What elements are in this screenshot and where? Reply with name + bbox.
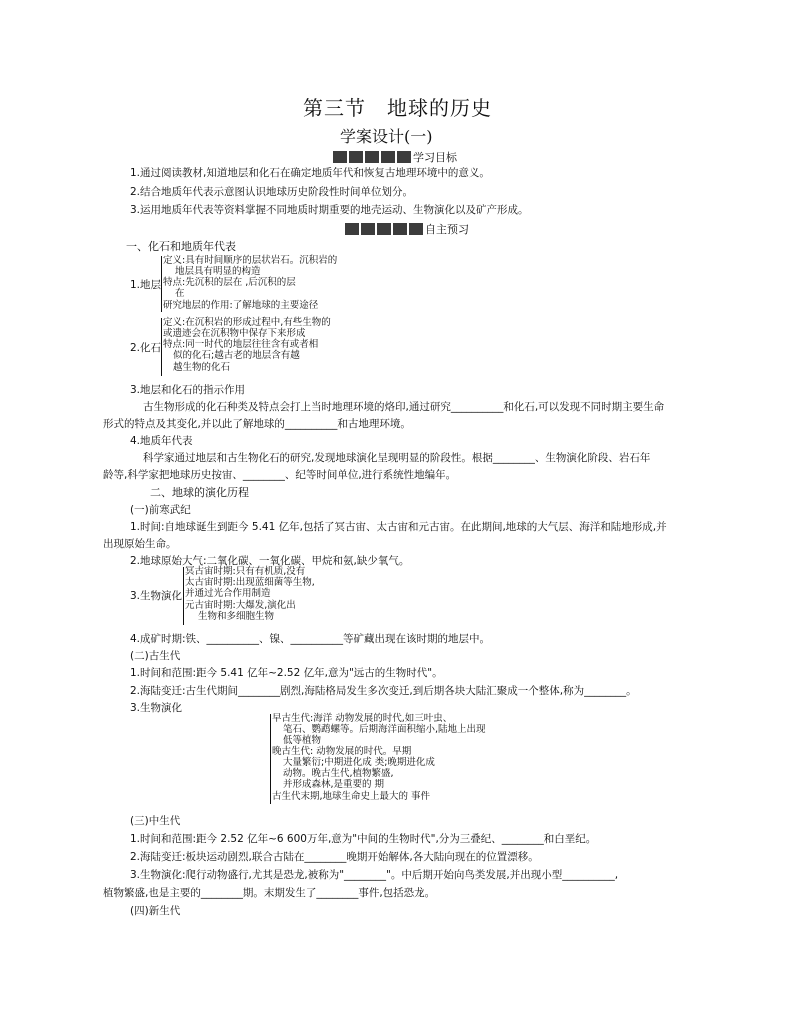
brace-line [270,714,271,804]
stratum-line: 地层具有明显的构造 [175,266,261,277]
bio-line: 低等植物 [283,735,322,746]
part-heading: 二、地球的演化历程 [150,486,249,499]
section-banner-preview [345,221,469,237]
era-heading: (一)前寒武纪 [130,504,191,516]
era-heading: (四)新生代 [130,905,181,917]
bio-line: 笔石、鹦鹉螺等。后期海洋面积缩小,陆地上出现 [283,724,486,735]
stratum-line: 特点:先沉积的层在 ,后沉积的层 [163,277,296,288]
fossil-line: 或遗迹会在沉积物中保存下来形成 [163,328,306,339]
bio-line: 生物和多细胞生物 [198,611,275,622]
section-banner-label: 自主预习 [425,223,469,236]
stratum-line: 在 [175,288,185,299]
bio-line: 并通过光合作用制造 [185,588,271,599]
bio-label: 3.生物演化 [130,590,183,602]
fossil-line: 特点:同一时代的地层往往含有或者相 [163,339,319,350]
stratum-line: 定义:具有时间顺序的层状岩石。沉积岩的 [163,255,338,266]
bio-line: 大量繁衍;中期进化成 类;晚期进化成 [283,757,435,768]
stratum-label: 1.地层 [130,279,162,291]
paragraph-line: 植物繁盛,也是主要的________期。末期发生了________事件,包括恐龙。 [103,887,436,899]
brace-line [161,256,162,312]
goal-item: 3.运用地质年代表等资料掌握不同地质时期重要的地壳运动、生物演化以及矿产形成。 [130,204,529,216]
page-title: 第三节 地球的历史 [303,96,492,120]
item-heading: 3.地层和化石的指示作用 [130,384,246,396]
stratum-line: 研究地层的作用:了解地球的主要途径 [163,300,319,311]
paragraph-line: 2.海陆变迁:古生代期间________剧烈,海陆格局发生多次变迁,到后期各块大陆汇聚成一个整体,称为________。 [130,685,637,697]
bio-line: 元古宙时期:大爆发,演化出 [185,600,296,611]
paragraph-line: 1.时间和范围:距今 2.52 亿年~6 600万年,意为"中间的生物时代",分为三叠纪、________和白垩纪。 [130,833,597,845]
bio-line: 太古宙时期:出现蓝细菌等生物, [185,577,315,588]
paragraph-line: 科学家通过地层和古生物化石的研究,发现地球演化呈现明显的阶段性。根据________、生物演化阶段、岩石年 [143,452,651,464]
paragraph-line: 1.时间:自地球诞生到距今 5.41 亿年,包括了冥古宙、太古宙和元古宙。在此期间,地球的大气层、海洋和陆地形成,并 [130,521,667,533]
era-heading: (三)中生代 [130,815,181,827]
era-heading: (二)古生代 [130,650,181,662]
section-banner-goals [333,149,457,165]
paragraph-line: 2.海陆变迁:板块运动剧烈,联合古陆在________晚期开始解体,各大陆向现在的位置漂移。 [130,851,539,863]
bio-line: 晚古生代: 动物发展的时代。早期 [272,746,412,757]
bio-line: 古生代末期,地球生命史上最大的 事件 [272,791,431,802]
brace-line [183,567,184,625]
paragraph-line: 1.时间和范围:距今 5.41 亿年~2.52 亿年,意为"远古的生物时代"。 [130,667,443,679]
paragraph-line: 2.地球原始大气:二氧化碳、一氧化碳、甲烷和氨,缺少氧气。 [130,555,410,567]
paragraph-line: 古生物形成的化石种类及特点会打上当时地理环境的烙印,通过研究__________和化石,可以发现不同时期主要生命 [143,401,665,413]
fossil-label: 2.化石 [130,342,162,354]
goal-item: 2.结合地质年代表示意图认识地球历史阶段性时间单位划分。 [130,186,414,198]
paragraph-line: 形式的特点及其变化,并以此了解地球的__________和古地理环境。 [103,418,411,430]
section-banner-label: 学习目标 [413,151,457,164]
bio-line: 动物。晚古生代,植物繁盛, [283,768,394,779]
fossil-line: 似的化石;越古老的地层含有越 [173,350,300,361]
paragraph-line: 龄等,科学家把地球历史按宙、________、纪等时间单位,进行系统性地编年。 [103,469,457,481]
page-subtitle: 学案设计(一) [340,127,433,146]
fossil-line: 越生物的化石 [173,362,231,373]
bio-line: 冥古宙时期:只有有机质,没有 [185,566,306,577]
paragraph-line: 4.成矿时期:铁、__________、镍、__________等矿藏出现在该时期的地层中。 [130,633,491,645]
paragraph-line: 3.生物演化:爬行动物盛行,尤其是恐龙,被称为"________"。中后期开始向鸟类发展,并出现小型__________, [130,869,619,881]
brace-line [161,318,162,376]
bio-line: 并形成森林,是重要的 期 [283,779,385,790]
paragraph-line: 3.生物演化 [130,702,183,714]
item-heading: 4.地质年代表 [130,435,193,447]
paragraph-line: 出现原始生命。 [103,538,177,550]
part-heading: 一、化石和地质年代表 [126,240,236,253]
bio-line: 早古生代:海洋 动物发展的时代,如三叶虫、 [272,713,453,724]
goal-item: 1.通过阅读教材,知道地层和化石在确定地质年代和恢复古地理环境中的意义。 [130,167,490,179]
fossil-line: 定义:在沉积岩的形成过程中,有些生物的 [163,317,331,328]
